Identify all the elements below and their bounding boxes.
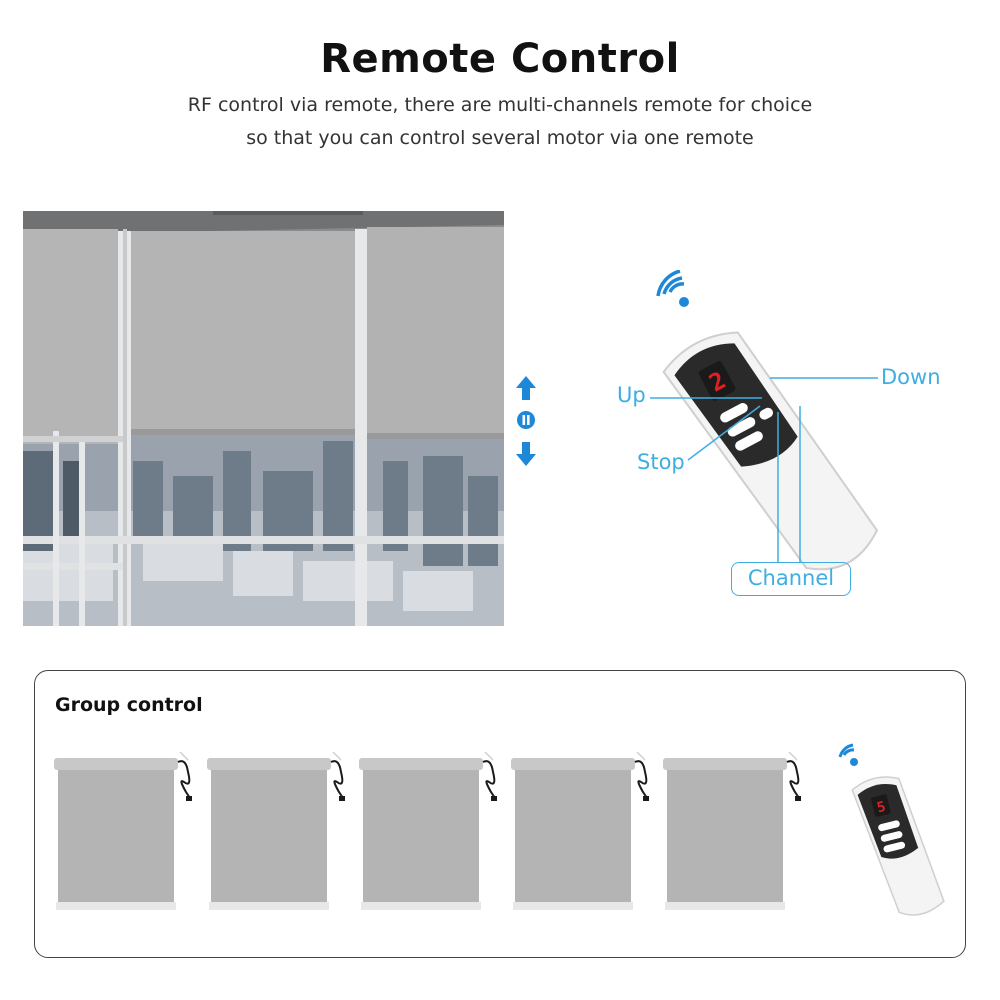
wifi-signal-icon <box>840 745 858 766</box>
arrow-up-icon <box>516 376 536 400</box>
small-remote-illustration <box>832 742 950 922</box>
window-blinds-photo <box>23 211 504 626</box>
small-remote-display-digit: 5 <box>875 798 888 817</box>
channel-label: Channel <box>731 562 851 596</box>
pause-icon <box>517 411 535 429</box>
roller-blind-4 <box>509 748 659 918</box>
roller-blind-1 <box>52 748 202 918</box>
motion-icons <box>512 372 540 472</box>
subtitle-line-1: RF control via remote, there are multi-channels remote for choice <box>187 94 813 116</box>
stop-label: Stop <box>637 450 685 474</box>
group-control-title: Group control <box>55 694 203 716</box>
roller-blind-5 <box>661 748 811 918</box>
arrow-down-icon <box>516 442 536 466</box>
wifi-signal-icon <box>658 271 689 307</box>
page-title: Remote Control <box>320 36 680 82</box>
remote-display-digit: 2 <box>704 366 731 398</box>
roller-blind-2 <box>205 748 355 918</box>
roller-blind-3 <box>357 748 507 918</box>
down-label: Down <box>881 365 941 389</box>
subtitle-line-2: so that you can control several motor via one remote <box>246 127 754 149</box>
up-label: Up <box>617 383 646 407</box>
remote-control-illustration <box>590 270 980 610</box>
